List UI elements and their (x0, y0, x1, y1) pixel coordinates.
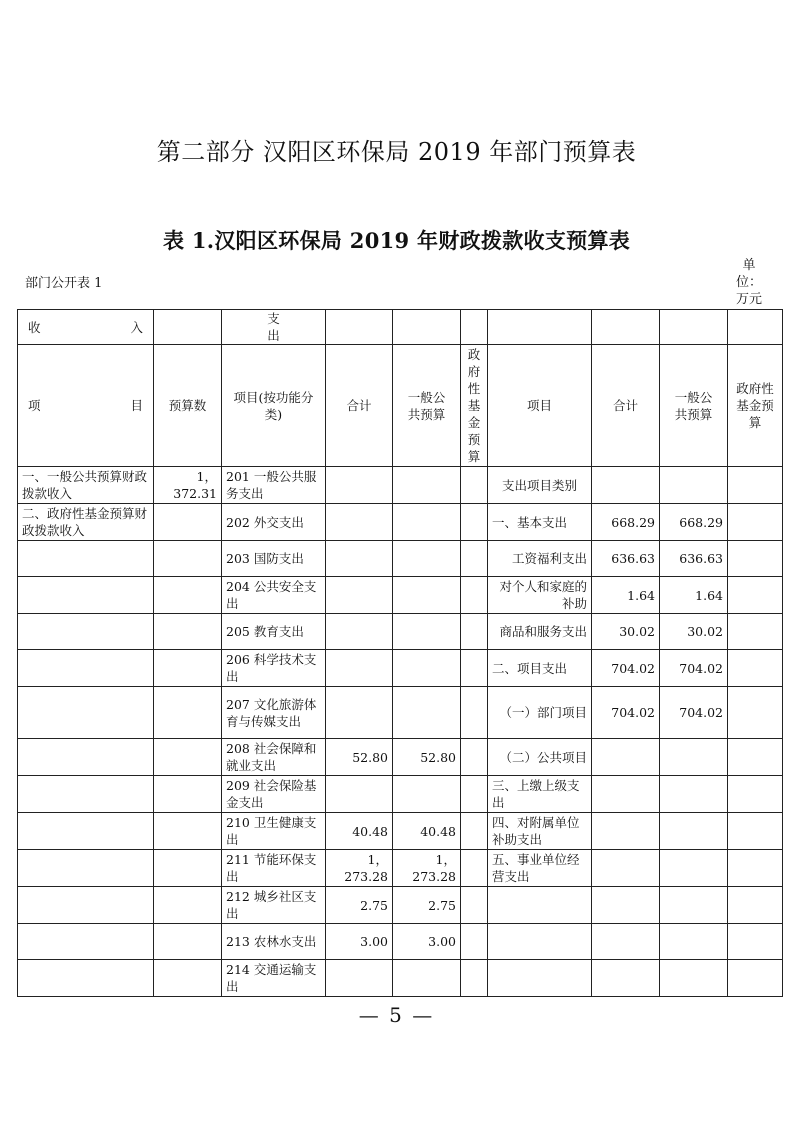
econ-item-cell: 二、项目支出 (488, 650, 592, 687)
econ-general-public-cell (660, 887, 728, 924)
general-public-cell: 1，273.28 (393, 850, 461, 887)
econ-general-public-cell: 636.63 (660, 541, 728, 577)
income-header: 收 入 (18, 310, 154, 345)
econ-total-cell: 704.02 (592, 687, 660, 739)
total-cell: 52.80 (326, 739, 393, 776)
gov-fund-cell (461, 541, 488, 577)
expense-header: 支出 (222, 310, 326, 345)
income-item-cell (18, 739, 154, 776)
econ-general-public-header: 一般公共预算 (660, 345, 728, 467)
general-public-cell: 52.80 (393, 739, 461, 776)
econ-item-cell: （一）部门项目 (488, 687, 592, 739)
total-cell (326, 650, 393, 687)
econ-general-public-cell (660, 776, 728, 813)
income-amount-cell (154, 541, 222, 577)
total-cell (326, 577, 393, 614)
gov-fund-cell (461, 687, 488, 739)
general-public-cell (393, 541, 461, 577)
table-title: 表 1.汉阳区环保局 2019 年财政拨款收支预算表 (162, 228, 631, 253)
income-amount-cell (154, 960, 222, 997)
general-public-cell (393, 504, 461, 541)
econ-gov-fund-cell (728, 467, 783, 504)
total-cell: 40.48 (326, 813, 393, 850)
econ-gov-fund-cell (728, 887, 783, 924)
econ-item-cell: （二）公共项目 (488, 739, 592, 776)
function-item-cell: 205 教育支出 (222, 614, 326, 650)
general-public-cell: 2.75 (393, 887, 461, 924)
econ-item-cell: 工资福利支出 (488, 541, 592, 577)
econ-item-cell: 支出项目类别 (488, 467, 592, 504)
function-item-cell: 204 公共安全支出 (222, 577, 326, 614)
econ-gov-fund-cell (728, 504, 783, 541)
income-amount-cell (154, 850, 222, 887)
header-blank (154, 310, 222, 345)
total-cell (326, 960, 393, 997)
econ-total-cell: 636.63 (592, 541, 660, 577)
unit-label: 单位：万元 (735, 258, 762, 307)
income-amount-cell (154, 739, 222, 776)
econ-item-cell: 四、对附属单位补助支出 (488, 813, 592, 850)
table-row (18, 541, 783, 577)
econ-item-header: 项目 (488, 345, 592, 467)
econ-gov-fund-cell (728, 813, 783, 850)
income-item-cell (18, 813, 154, 850)
total-cell: 3.00 (326, 924, 393, 960)
econ-gov-fund-cell (728, 687, 783, 739)
income-item-cell (18, 887, 154, 924)
general-public-cell (393, 776, 461, 813)
econ-item-cell: 一、基本支出 (488, 504, 592, 541)
econ-total-cell (592, 813, 660, 850)
function-item-cell: 202 外交支出 (222, 504, 326, 541)
income-amount-cell (154, 614, 222, 650)
table-row (18, 813, 783, 850)
econ-gov-fund-cell (728, 960, 783, 997)
econ-gov-fund-cell (728, 924, 783, 960)
function-item-cell: 206 科学技术支出 (222, 650, 326, 687)
gov-fund-cell (461, 813, 488, 850)
total-cell: 1，273.28 (326, 850, 393, 887)
header-blank (488, 310, 592, 345)
econ-total-cell (592, 850, 660, 887)
total-cell (326, 504, 393, 541)
econ-general-public-cell (660, 813, 728, 850)
econ-general-public-cell (660, 467, 728, 504)
total-cell (326, 541, 393, 577)
income-amount-cell (154, 504, 222, 541)
econ-general-public-cell (660, 739, 728, 776)
econ-total-cell (592, 887, 660, 924)
function-item-cell: 213 农林水支出 (222, 924, 326, 960)
econ-total-header: 合计 (592, 345, 660, 467)
income-item-cell (18, 541, 154, 577)
econ-total-cell: 1.64 (592, 577, 660, 614)
econ-total-cell: 668.29 (592, 504, 660, 541)
income-item-cell: 二、政府性基金预算财政拨款收入 (18, 504, 154, 541)
income-item-cell (18, 650, 154, 687)
general-public-header: 一般公共预算 (393, 345, 461, 467)
table-row (18, 687, 783, 739)
table-row (18, 887, 783, 924)
function-item-cell: 211 节能环保支出 (222, 850, 326, 887)
econ-item-cell: 对个人和家庭的补助 (488, 577, 592, 614)
econ-general-public-cell (660, 924, 728, 960)
total-header: 合计 (326, 345, 393, 467)
income-amount-cell: 1，372.31 (154, 467, 222, 504)
general-public-cell (393, 960, 461, 997)
table-row (18, 577, 783, 614)
function-item-cell: 201 一般公共服务支出 (222, 467, 326, 504)
function-item-cell: 208 社会保障和就业支出 (222, 739, 326, 776)
part-title: 第二部分 汉阳区环保局 2019 年部门预算表 (156, 138, 637, 166)
econ-total-cell: 704.02 (592, 650, 660, 687)
econ-gov-fund-cell (728, 541, 783, 577)
table-row (18, 739, 783, 776)
table-row (18, 467, 783, 504)
header-blank (461, 310, 488, 345)
gov-fund-cell (461, 960, 488, 997)
total-cell (326, 467, 393, 504)
gov-fund-cell (461, 924, 488, 960)
income-item-cell (18, 614, 154, 650)
econ-item-cell: 五、事业单位经营支出 (488, 850, 592, 887)
function-item-header: 项目(按功能分类) (222, 345, 326, 467)
gov-fund-cell (461, 887, 488, 924)
gov-fund-cell (461, 739, 488, 776)
income-item-cell (18, 577, 154, 614)
income-amount-cell (154, 924, 222, 960)
gov-fund-cell (461, 650, 488, 687)
econ-gov-fund-cell (728, 577, 783, 614)
header-blank (728, 310, 783, 345)
econ-general-public-cell (660, 960, 728, 997)
income-amount-cell (154, 776, 222, 813)
econ-total-cell (592, 739, 660, 776)
function-item-cell: 209 社会保险基金支出 (222, 776, 326, 813)
function-item-cell: 212 城乡社区支出 (222, 887, 326, 924)
econ-item-cell (488, 887, 592, 924)
econ-general-public-cell: 30.02 (660, 614, 728, 650)
econ-gov-fund-cell (728, 650, 783, 687)
table-row (18, 504, 783, 541)
gov-fund-cell (461, 467, 488, 504)
income-amount-cell (154, 577, 222, 614)
total-cell (326, 687, 393, 739)
general-public-cell (393, 577, 461, 614)
econ-gov-fund-cell (728, 776, 783, 813)
table-row (18, 650, 783, 687)
general-public-cell (393, 467, 461, 504)
income-item-cell (18, 776, 154, 813)
budget-amount-header: 预算数 (154, 345, 222, 467)
gov-fund-cell (461, 577, 488, 614)
function-item-cell: 207 文化旅游体育与传媒支出 (222, 687, 326, 739)
gov-fund-header: 政府性基金预算 (461, 345, 488, 467)
income-item-cell (18, 687, 154, 739)
econ-total-cell (592, 960, 660, 997)
income-amount-cell (154, 887, 222, 924)
gov-fund-cell (461, 614, 488, 650)
header-row-columns (18, 345, 783, 467)
econ-gov-fund-header: 政府性基金预算 (728, 345, 783, 467)
total-cell (326, 614, 393, 650)
income-amount-cell (154, 650, 222, 687)
income-item-header: 项 目 (18, 345, 154, 467)
income-item-cell (18, 850, 154, 887)
table-row (18, 924, 783, 960)
header-blank (393, 310, 461, 345)
income-item-cell (18, 924, 154, 960)
header-blank (592, 310, 660, 345)
total-cell (326, 776, 393, 813)
function-item-cell: 203 国防支出 (222, 541, 326, 577)
function-item-cell: 210 卫生健康支出 (222, 813, 326, 850)
econ-item-cell: 商品和服务支出 (488, 614, 592, 650)
general-public-cell: 40.48 (393, 813, 461, 850)
table-row (18, 960, 783, 997)
budget-table (17, 309, 783, 997)
econ-gov-fund-cell (728, 739, 783, 776)
general-public-cell (393, 687, 461, 739)
econ-gov-fund-cell (728, 850, 783, 887)
income-amount-cell (154, 813, 222, 850)
general-public-cell (393, 614, 461, 650)
general-public-cell: 3.00 (393, 924, 461, 960)
income-item-cell: 一、一般公共预算财政拨款收入 (18, 467, 154, 504)
econ-total-cell (592, 924, 660, 960)
econ-general-public-cell (660, 850, 728, 887)
header-blank (660, 310, 728, 345)
econ-total-cell: 30.02 (592, 614, 660, 650)
general-public-cell (393, 650, 461, 687)
econ-item-cell (488, 924, 592, 960)
income-item-cell (18, 960, 154, 997)
table-row (18, 776, 783, 813)
econ-item-cell: 三、上缴上级支出 (488, 776, 592, 813)
header-blank (326, 310, 393, 345)
econ-general-public-cell: 704.02 (660, 650, 728, 687)
table-row (18, 850, 783, 887)
table-row (18, 614, 783, 650)
income-amount-cell (154, 687, 222, 739)
econ-total-cell (592, 776, 660, 813)
econ-general-public-cell: 1.64 (660, 577, 728, 614)
total-cell: 2.75 (326, 887, 393, 924)
econ-general-public-cell: 704.02 (660, 687, 728, 739)
econ-total-cell (592, 467, 660, 504)
gov-fund-cell (461, 850, 488, 887)
econ-gov-fund-cell (728, 614, 783, 650)
econ-general-public-cell: 668.29 (660, 504, 728, 541)
econ-item-cell (488, 960, 592, 997)
header-row-top (18, 310, 783, 345)
gov-fund-cell (461, 504, 488, 541)
page-number: — 5 — (358, 1003, 435, 1027)
function-item-cell: 214 交通运输支出 (222, 960, 326, 997)
form-number: 部门公开表 1 (25, 276, 103, 291)
gov-fund-cell (461, 776, 488, 813)
